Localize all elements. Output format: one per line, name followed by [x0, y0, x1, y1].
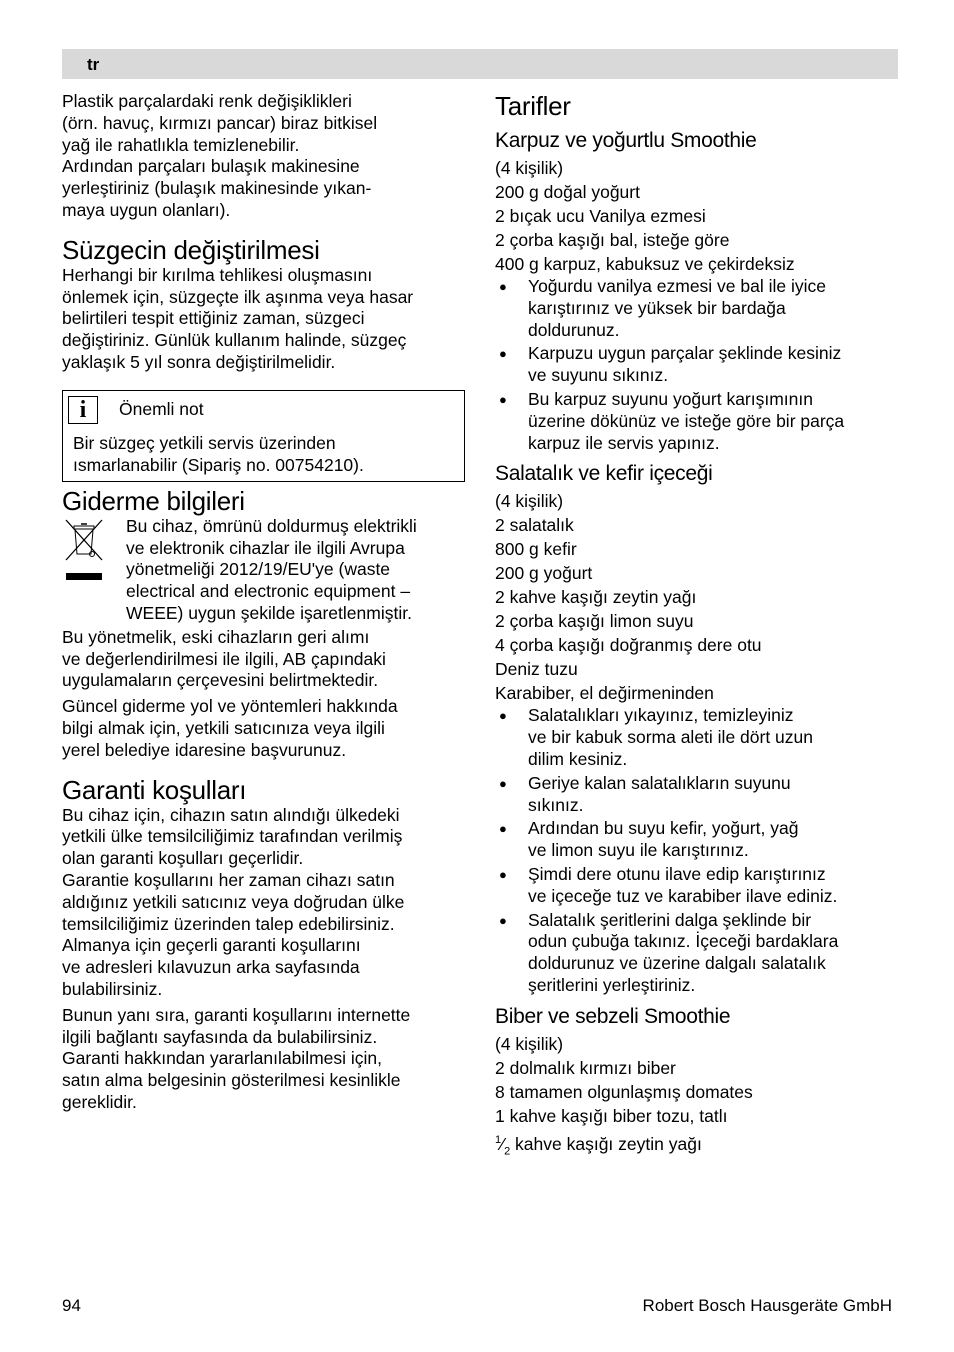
warranty-paragraph-1: [62, 805, 465, 1001]
recipe-3-half-line: $^1⁄_2$ kahve kaşığı zeytin yağı: [495, 1133, 702, 1158]
text-line: ve değerlendirilmesi ile ilgili, AB çapındaki: [62, 648, 386, 669]
text-line: Bir süzgeç yetkili servis üzerinden: [73, 432, 336, 453]
step-line: Yoğurdu vanilya ezmesi ve bal ile iyice: [528, 276, 826, 296]
step-line: Karpuzu uygun parçalar şeklinde kesiniz: [528, 343, 842, 364]
filter-heading: Süzgecin değiştirilmesi: [62, 234, 320, 265]
step-item: [495, 276, 895, 341]
text-line: Herhangi bir kırılma tehlikesi oluşmasını: [62, 264, 373, 285]
warranty-paragraph-2: [62, 1005, 465, 1114]
text-line: yerleştiriniz (bulaşık makinesinde yıkan-: [62, 178, 372, 199]
recipe-2-title: Salatalık ve kefir içeceği: [495, 462, 713, 486]
intro-paragraph: [62, 91, 465, 222]
text-line: yetkili ülke temsilciliğimiz tarafından verilmiş: [62, 826, 403, 847]
step-line: Geriye kalan salatalıkların suyunu: [528, 772, 791, 793]
text-line: ilgili bağlantı sayfasında da bulabilirsiniz.: [62, 1026, 378, 1047]
text-line: bulabilirsiniz.: [62, 978, 163, 999]
text-line: WEEE) uygun şekilde işaretlenmiştir.: [126, 602, 412, 623]
recipe-1-steps: [495, 276, 895, 454]
text-line: Bu yönetmelik, eski cihazların geri alımı: [62, 626, 370, 647]
step-item: [495, 910, 895, 997]
half-line-text: kahve kaşığı zeytin yağı: [510, 1133, 702, 1154]
text-line: olan garanti koşulları geçerlidir.: [62, 848, 304, 869]
text-line: ısmarlanabilir (Sipariş no. 00754210).: [73, 454, 364, 475]
text-line: Bu cihaz, ömrünü doldurmuş elektrikli: [126, 515, 417, 536]
ingredient-line: 200 g doğal yoğurt: [495, 182, 640, 202]
text-line: değiştiriniz. Günlük kullanım halinde, süzgeç: [62, 330, 407, 351]
text-line: ve adresleri kılavuzun arka sayfasında: [62, 957, 360, 978]
text-line: önlemek için, süzgeçte ilk aşınma veya hasar: [62, 286, 414, 307]
ingredient-line: 8 tamamen olgunlaşmış domates: [495, 1081, 753, 1102]
step-item: [495, 818, 895, 862]
ingredient-line: 2 salatalık: [495, 515, 574, 536]
step-item: [495, 343, 895, 387]
text-line: electrical and electronic equipment –: [126, 581, 411, 602]
step-line: karıştırınız ve yüksek bir bardağa: [528, 297, 786, 318]
ingredient-line: 2 çorba kaşığı limon suyu: [495, 611, 694, 632]
ingredient-line: Deniz tuzu: [495, 659, 578, 680]
step-line: doldurunuz.: [528, 319, 620, 340]
step-line: dilim kesiniz.: [528, 748, 628, 769]
text-line: temsilciliğimiz üzerinden talep edebilirsiniz.: [62, 913, 395, 934]
text-line: maya uygun olanları).: [62, 199, 231, 220]
left-column: [62, 91, 465, 1114]
crossed-bin-icon: [62, 516, 110, 586]
note-text: [73, 433, 364, 477]
ingredient-line: (4 kişilik): [495, 158, 564, 178]
step-item: [495, 705, 895, 770]
text-line: aldığınız yetkili satıcınız veya doğrudan ülke: [62, 891, 405, 912]
text-line: gereklidir.: [62, 1091, 137, 1112]
text-line: yönetmeliği 2012/19/EU'ye (waste: [126, 559, 391, 580]
step-line: karpuz ile servis yapınız.: [528, 432, 720, 453]
footer-brand: Robert Bosch Hausgeräte GmbH: [642, 1296, 892, 1315]
ingredient-line: 2 dolmalık kırmızı biber: [495, 1057, 676, 1078]
text-line: (örn. havuç, kırmızı pancar) biraz bitkisel: [62, 112, 378, 133]
text-line: yerel belediye idaresine başvurunuz.: [62, 739, 347, 760]
recipe-1-ingredients: [495, 156, 895, 276]
step-line: üzerine dökünüz ve isteğe göre bir parça: [528, 410, 845, 431]
recipe-2-ingredients: [495, 489, 895, 705]
step-line: şeritlerini yerleştiriniz.: [528, 974, 696, 995]
text-line: Garanti hakkından yararlanılabilmesi için,: [62, 1048, 383, 1069]
text-line: Almanya için geçerli garanti koşullarını: [62, 935, 361, 956]
disposal-paragraph-3: [62, 696, 465, 761]
step-item: [495, 864, 895, 908]
page-number: 94: [62, 1296, 81, 1315]
ingredient-line: (4 kişilik): [495, 1033, 564, 1054]
text-line: Bunun yanı sıra, garanti koşullarını internette: [62, 1004, 411, 1025]
text-line: Plastik parçalardaki renk değişiklikleri: [62, 91, 352, 111]
step-line: Salatalıkları yıkayınız, temizleyiniz: [528, 705, 794, 726]
ingredient-line: 800 g kefir: [495, 539, 577, 560]
step-line: Salatalık şeritlerini dalga şeklinde bir: [528, 909, 812, 930]
disposal-heading: Giderme bilgileri: [62, 485, 245, 516]
important-note-box: [62, 390, 465, 482]
text-line: ve elektronik cihazlar ile ilgili Avrupa: [126, 537, 405, 558]
recipe-3-ingredients: [495, 1032, 895, 1128]
ingredient-line: 200 g yoğurt: [495, 563, 593, 584]
note-title: Önemli not: [119, 398, 204, 419]
step-line: Şimdi dere otunu ilave edip karıştırınız: [528, 863, 826, 884]
text-line: belirtileri tespit ettiğiniz zaman, süzgeci: [62, 308, 365, 329]
step-line: odun çubuğa takınız. İçeceği bardaklara: [528, 931, 839, 952]
text-line: Güncel giderme yol ve yöntemleri hakkında: [62, 696, 398, 717]
fraction-denominator: 2: [504, 1145, 511, 1158]
ingredient-line: 2 çorba kaşığı bal, isteğe göre: [495, 230, 730, 250]
disposal-paragraph-2: [62, 627, 465, 692]
recipe-2-steps: [495, 705, 895, 996]
ingredient-line: 2 kahve kaşığı zeytin yağı: [495, 587, 697, 608]
text-line: Garantie koşullarını her zaman cihazı satın: [62, 869, 395, 890]
warranty-heading: Garanti koşulları: [62, 774, 247, 805]
ingredient-line: (4 kişilik): [495, 491, 564, 512]
language-bar: [62, 49, 898, 79]
ingredient-line: 4 çorba kaşığı doğranmış dere otu: [495, 635, 762, 656]
step-line: ve içeceğe tuz ve karabiber ilave ediniz.: [528, 885, 838, 906]
filter-paragraph: [62, 265, 465, 374]
text-line: uygulamaların çerçevesini belirtmektedir.: [62, 670, 379, 691]
step-line: doldurunuz ve üzerine dalgalı salatalık: [528, 953, 826, 974]
language-code: tr: [87, 55, 100, 74]
disposal-section: [62, 516, 465, 625]
text-line: yağ ile rahatlıkla temizlenebilir.: [62, 134, 300, 155]
text-line: satın alma belgesinin gösterilmesi kesinlikle: [62, 1070, 401, 1091]
ingredient-line: 400 g karpuz, kabuksuz ve çekirdeksiz: [495, 254, 795, 274]
text-line: Bu cihaz için, cihazın satın alındığı ülkedeki: [62, 804, 400, 825]
step-line: Bu karpuz suyunu yoğurt karışımının: [528, 388, 813, 409]
ingredient-line: 2 bıçak ucu Vanilya ezmesi: [495, 206, 706, 226]
info-icon: i: [68, 396, 98, 424]
text-line: bilgi almak için, yetkili satıcınıza veya ilgili: [62, 717, 385, 738]
recipe-3-title: Biber ve sebzeli Smoothie: [495, 1004, 731, 1028]
step-line: ve bir kabuk sorma aleti ile dört uzun: [528, 727, 813, 748]
text-line: yaklaşık 5 yıl sonra değiştirilmelidir.: [62, 351, 336, 372]
disposal-paragraph-1: [126, 516, 465, 625]
step-item: [495, 773, 895, 817]
step-line: ve suyunu sıkınız.: [528, 365, 669, 386]
recipes-heading: Tarifler: [495, 91, 571, 121]
fraction-numerator: 1: [495, 1133, 502, 1146]
ingredient-line: Karabiber, el değirmeninden: [495, 683, 714, 704]
text-line: Ardından parçaları bulaşık makinesine: [62, 156, 360, 177]
step-line: ve limon suyu ile karıştırınız.: [528, 840, 749, 861]
ingredient-line: 1 kahve kaşığı biber tozu, tatlı: [495, 1105, 728, 1126]
step-item: [495, 389, 895, 454]
step-line: Ardından bu suyu kefir, yoğurt, yağ: [528, 818, 799, 839]
step-line: sıkınız.: [528, 794, 584, 815]
right-column: [495, 91, 895, 1158]
recipe-1-title: Karpuz ve yoğurtlu Smoothie: [495, 129, 757, 152]
